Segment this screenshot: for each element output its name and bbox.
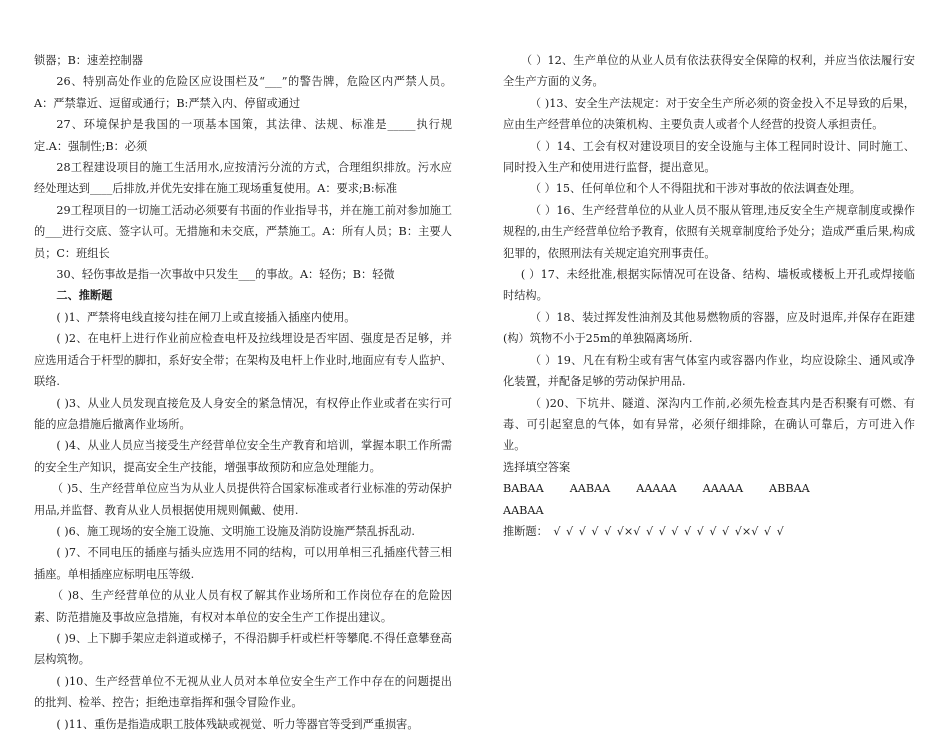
question-26: 26、特别高处作业的危险区应设围栏及“___”的警告牌，危险区内严禁人员。A：严禁靠近、逗留或通行；B:严禁入内、停留或通过 bbox=[34, 75, 452, 110]
judgment-answers-marks: √ √ √ √ √ √×√ √ √ √ √ √ √ √ √×√ √ √ bbox=[553, 524, 784, 538]
choice-group: AABAA bbox=[569, 482, 611, 496]
judgment-4: ( )4、从业人员应当接受生产经营单位安全生产教育和培训，掌握本职工作所需的安全生产知识，提高安全生产技能，增强事故预防和应急处理能力。 bbox=[34, 439, 452, 474]
choice-answers-row-2: AABAA bbox=[503, 503, 544, 517]
judgment-2: ( )2、在电杆上进行作业前应检查电杆及拉线埋设是否牢固、强度是否足够，并应选用适合于杆型的脚扣，系好安全带；在架构及电杆上作业时,地面应有专人监护、联络. bbox=[34, 332, 452, 389]
question-text: 锁器；B：速差控制器 bbox=[34, 54, 143, 67]
choice-group: BABAA bbox=[503, 482, 544, 496]
right-column bbox=[503, 50, 915, 542]
judgment-19: （ ）19、凡在有粉尘或有害气体室内或容器内作业，均应设除尘、通风或净化装置，并配备足够的劳动保护用品. bbox=[503, 353, 915, 389]
question-29: 29工程项目的一切施工活动必须要有书面的作业指导书，并在施工前对参加施工的___进行交底、签字认可。无措施和未交底，严禁施工。A：所有人员；B：主要人员；C：班组长 bbox=[34, 203, 452, 260]
judgment-answers bbox=[503, 521, 915, 542]
judgment-3: ( )3、从业人员发现直接危及人身安全的紧急情况，有权停止作业或者在实行可能的应急措施后撤离作业场所。 bbox=[34, 396, 452, 431]
question-27: 27、环境保护是我国的一项基本国策，其法律、法规、标准是_____执行规定.A：强制性;B：必须 bbox=[34, 118, 452, 153]
judgment-7: ( )7、不同电压的插座与插头应选用不同的结构，可以用单相三孔插座代替三相插座。单相插座应标明电压等级. bbox=[34, 546, 452, 581]
question-28: 28工程建设项目的施工生活用水,应按清污分流的方式，合理组织排放。污水应经处理达到____后排放,并优先安排在施工现场重复使用。A：要求;B:标准 bbox=[34, 161, 452, 196]
judgment-8: （ )8、生产经营单位的从业人员有权了解其作业场所和工作岗位存在的危险因素、防范措施及事故应急措施，有权对本单位的安全生产工作提出建议。 bbox=[34, 589, 452, 624]
judgment-answers-label: 推断题： bbox=[503, 524, 548, 538]
judgment-17: ( ）17、未经批准,根据实际情况可在设备、结构、墙板或楼板上开孔或焊接临时结构。 bbox=[503, 268, 915, 303]
section-heading: 二、推断题 bbox=[56, 288, 113, 303]
judgment-11: ( )11、重伤是指造成职工肢体残缺或视觉、听力等器官等受到严重损害。 bbox=[56, 717, 419, 731]
choice-group: AAAAA bbox=[702, 482, 744, 496]
answers-title: 选择填空答案 bbox=[503, 460, 571, 474]
judgment-12: （ ）12、生产单位的从业人员有依法获得安全保障的权利，并应当依法履行安全生产方面的义务。 bbox=[503, 54, 915, 89]
judgment-9: ( )9、上下脚手架应走斜道或梯子，不得沿脚手杆或栏杆等攀爬.不得任意攀登高层构筑物。 bbox=[34, 631, 452, 667]
judgment-14: （ ）14、工会有权对建设项目的安全设施与主体工程同时设计、同时施工、同时投入生产和使用进行监督，提出意见。 bbox=[503, 139, 915, 175]
judgment-13: （ )13、安全生产法规定：对于安全生产所必须的资金投入不足导致的后果，应由生产经营单位的决策机构、主要负责人或者个人经营的投资人承担责任。 bbox=[503, 96, 915, 132]
left-column bbox=[34, 50, 452, 735]
question-30: 30、轻伤事故是指一次事故中只发生___的事故。A：轻伤；B：轻微 bbox=[56, 268, 395, 282]
judgment-1: ( )1、严禁将电线直接勾挂在闸刀上或直接插入插座内使用。 bbox=[56, 310, 356, 324]
choice-group: ABBAA bbox=[769, 482, 810, 496]
judgment-6: ( )6、施工现场的安全施工设施、文明施工设施及消防设施严禁乱拆乱动. bbox=[56, 524, 415, 538]
judgment-16: （ ）16、生产经营单位的从业人员不服从管理,违反安全生产规章制度或操作规程的,由生产经营单位给予教育，依照有关规章制度给予处分；造成严重后果,构成犯罪的，依照刑法有关规定追究刑事责任。 bbox=[503, 203, 915, 260]
judgment-18: （ ）18、装过挥发性油剂及其他易燃物质的容器，应及时退库,并保存在距建(构）筑物不小于25m的单独隔离场所. bbox=[503, 310, 915, 346]
judgment-5: （ )5、生产经营单位应当为从业人员提供符合国家标准或者行业标准的劳动保护用品,并监督、教育从业人员根据使用规则佩戴、使用. bbox=[34, 482, 452, 517]
judgment-20: （ )20、下坑井、隧道、深沟内工作前,必须先检查其内是否积聚有可燃、有毒、可引起窒息的气体，如有异常，必须仔细排除，在确认可靠后，方可进入作业。 bbox=[503, 396, 915, 453]
choice-group: AAAAA bbox=[636, 482, 677, 496]
judgment-15: （ ）15、任何单位和个人不得阻扰和干涉对事故的依法调查处理。 bbox=[529, 182, 861, 196]
choice-answers-row bbox=[503, 478, 915, 499]
judgment-10: ( )10、生产经营单位不无视从业人员对本单位安全生产工作中存在的问题提出的批判、检举、控告；拒绝违章指挥和强令冒险作业。 bbox=[34, 674, 452, 710]
